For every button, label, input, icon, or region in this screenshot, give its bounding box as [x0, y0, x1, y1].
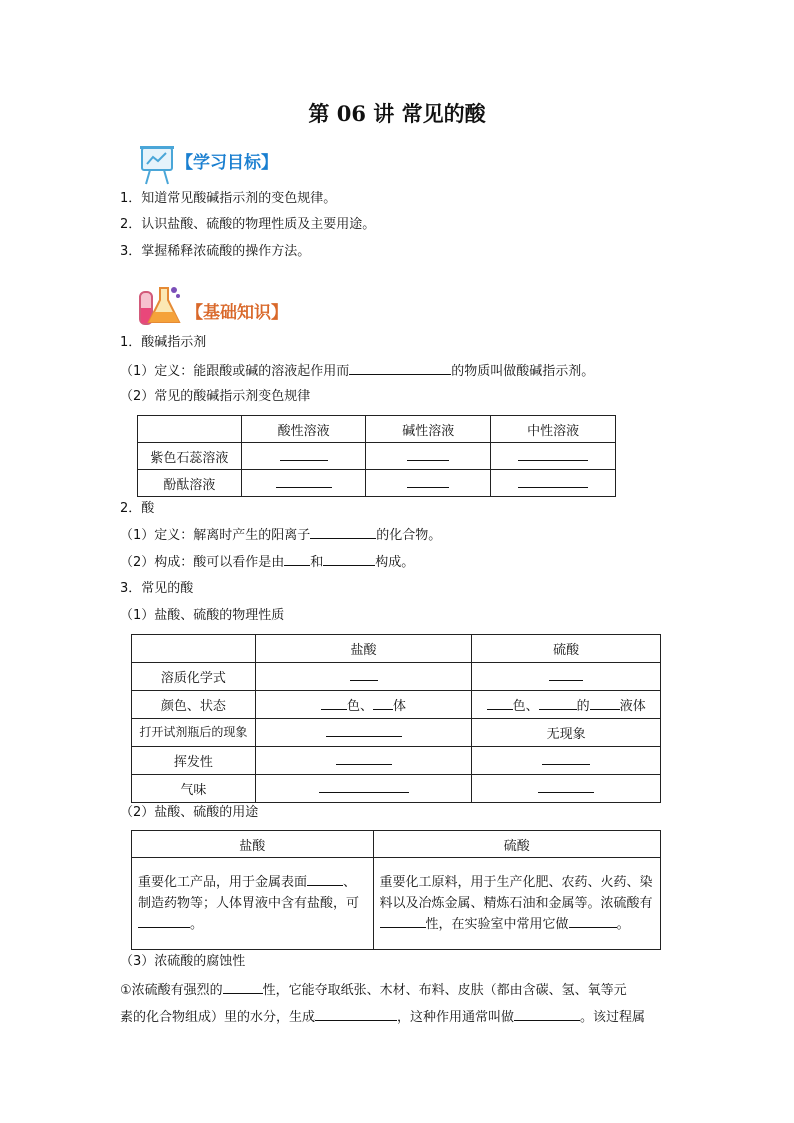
physical-properties-table: [131, 634, 661, 803]
no-phenomenon-cell: 无现象: [472, 719, 661, 747]
table-header-cell: 硫酸: [373, 831, 660, 858]
row-label: 酚酞溶液: [138, 470, 242, 497]
answer-cell[interactable]: [491, 443, 616, 470]
table-header-cell: 中性溶液: [491, 416, 616, 443]
answer-cell[interactable]: [472, 775, 661, 803]
presentation-board-icon: [138, 144, 178, 186]
answer-cell[interactable]: 色、 的 液体: [472, 691, 661, 719]
table-header-cell: 盐酸: [255, 635, 472, 663]
answer-cell[interactable]: [255, 747, 472, 775]
indicator-heading: 1．酸碱指示剂: [120, 335, 207, 350]
answer-cell[interactable]: [366, 443, 491, 470]
answer-cell[interactable]: [241, 470, 366, 497]
learning-goals-heading: 【学习目标】: [176, 153, 278, 173]
uses-table: [131, 830, 661, 950]
answer-cell[interactable]: 色、 体: [255, 691, 472, 719]
fill-blank[interactable]: [284, 552, 310, 566]
fill-blank[interactable]: [310, 525, 376, 539]
acid-definition: （1）定义：解离时产生的阳离子 的化合物。: [120, 525, 441, 545]
table-header-cell: [132, 635, 256, 663]
answer-cell[interactable]: [472, 663, 661, 691]
answer-cell[interactable]: [241, 443, 366, 470]
acid-composition: （2）构成：酸可以看作是由 和 构成。: [120, 552, 414, 572]
indicator-table: [137, 415, 616, 497]
row-label: 气味: [132, 775, 256, 803]
h2so4-uses-cell[interactable]: 重要化工原料，用于生产化肥、农药、火药、染料以及冶炼金属、精炼石油和金属等。浓硫酸有性，在实验室中常用它做 。: [373, 858, 660, 950]
hcl-uses-cell[interactable]: 重要化工产品，用于金属表面 、制造药物等；人体胃液中含有盐酸，可。: [132, 858, 374, 950]
fill-blank[interactable]: [223, 980, 263, 994]
row-label: 打开试剂瓶后的现象: [132, 719, 256, 747]
goal-item-2: 2．认识盐酸、硫酸的物理性质及主要用途。: [120, 217, 376, 232]
corrosive-line-2: 素的化合物组成）里的水分，生成 ，这种作用通常叫做 。该过程属: [120, 1007, 645, 1027]
answer-cell[interactable]: [255, 663, 472, 691]
table-header-cell: [138, 416, 242, 443]
row-label: 紫色石蕊溶液: [138, 443, 242, 470]
indicator-definition: （1）定义：能跟酸或碱的溶液起作用而 的物质叫做酸碱指示剂。: [120, 361, 594, 381]
indicator-table-caption: （2）常见的酸碱指示剂变色规律: [120, 389, 311, 404]
fill-blank[interactable]: [315, 1007, 397, 1021]
page-title: 第 06 讲 常见的酸: [308, 101, 486, 126]
corrosive-caption: （3）浓硫酸的腐蚀性: [120, 954, 246, 969]
row-label: 挥发性: [132, 747, 256, 775]
basic-knowledge-heading: 【基础知识】: [186, 303, 288, 323]
answer-cell[interactable]: [255, 775, 472, 803]
physical-properties-caption: （1）盐酸、硫酸的物理性质: [120, 608, 285, 623]
answer-cell[interactable]: [491, 470, 616, 497]
acid-heading: 2．酸: [120, 501, 155, 516]
fill-blank[interactable]: [514, 1007, 580, 1021]
fill-blank[interactable]: [323, 552, 375, 566]
answer-cell[interactable]: [255, 719, 472, 747]
row-label: 溶质化学式: [132, 663, 256, 691]
corrosive-line-1: ①浓硫酸有强烈的 性，它能夺取纸张、木材、布料、皮肤（都由含碳、氢、氧等元: [120, 980, 627, 1000]
row-label: 颜色、状态: [132, 691, 256, 719]
common-acids-heading: 3．常见的酸: [120, 581, 194, 596]
table-header-cell: 碱性溶液: [366, 416, 491, 443]
uses-caption: （2）盐酸、硫酸的用途: [120, 805, 259, 820]
goal-item-1: 1．知道常见酸碱指示剂的变色规律。: [120, 191, 337, 206]
answer-cell[interactable]: [366, 470, 491, 497]
table-header-cell: 盐酸: [132, 831, 374, 858]
answer-cell[interactable]: [472, 747, 661, 775]
fill-blank[interactable]: [349, 361, 451, 375]
lab-flask-icon: [134, 282, 184, 328]
table-header-cell: 硫酸: [472, 635, 661, 663]
table-header-cell: 酸性溶液: [241, 416, 366, 443]
goal-item-3: 3．掌握稀释浓硫酸的操作方法。: [120, 244, 311, 259]
